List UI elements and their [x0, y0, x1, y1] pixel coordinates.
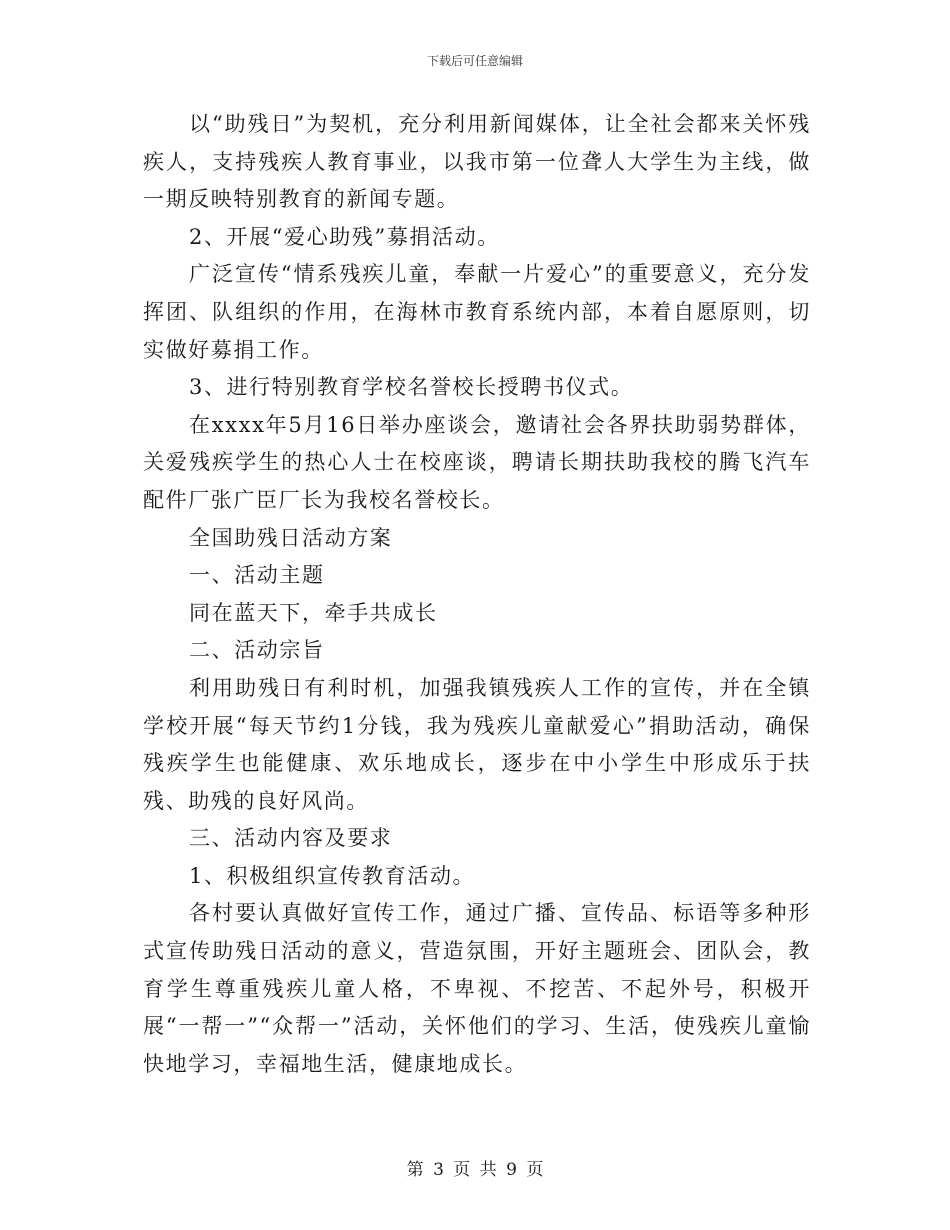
item-heading-1: 1、积极组织宣传教育活动。: [189, 863, 476, 888]
section-heading-purpose: 二、活动宗旨: [189, 638, 325, 663]
plan-title: 全国助残日活动方案: [189, 525, 393, 550]
paragraph-fundraising: 广泛宣传“情系残疾儿童，奉献一片爱心”的重要意义，充分发挥团、队组织的作用，在海林市教育系统内部，本着自愿原则，切实做好募捐工作。: [143, 262, 811, 362]
item-heading-3: 3、进行特别教育学校名誉校长授聘书仪式。: [189, 375, 634, 400]
theme-text: 同在蓝天下，牵手共成长: [189, 600, 438, 625]
document-body: [143, 106, 811, 1083]
paragraph-intro: 以“助残日”为契机，充分利用新闻媒体，让全社会都来关怀残疾人，支持残疾人教育事业，以我市第一位聋人大学生为主线，做一期反映特别教育的新闻专题。: [143, 112, 811, 212]
paragraph-ceremony: 在xxxx年5月16日举办座谈会，邀请社会各界扶助弱势群体，关爱残疾学生的热心人士在校座谈，聘请长期扶助我校的腾飞汽车配件厂张广臣厂长为我校名誉校长。: [143, 412, 811, 512]
paragraph-purpose: 利用助残日有利时机，加强我镇残疾人工作的宣传，并在全镇学校开展“每天节约1分钱，我为残疾儿童献爱心”捐助活动，确保残疾学生也能健康、欢乐地成长，逐步在中小学生中形成乐于扶残、助残的良好风尚。: [143, 675, 811, 813]
page-header: 下载后可任意编辑: [426, 54, 523, 68]
section-heading-content: 三、活动内容及要求: [189, 826, 393, 851]
page-number: 第 3 页 共 9 页: [406, 1160, 544, 1180]
item-heading-2: 2、开展“爱心助残”募捐活动。: [189, 224, 500, 249]
paragraph-publicity: 各村要认真做好宣传工作，通过广播、宣传品、标语等多种形式宣传助残日活动的意义，营造氛围，开好主题班会、团队会，教育学生尊重残疾儿童人格，不卑视、不挖苦、不起外号，积极开展“一帮一”“众帮一”活动，关怀他们的学习、生活，使残疾儿童愉快地学习，幸福地生活，健康地成长。: [143, 901, 811, 1076]
section-heading-theme: 一、活动主题: [189, 563, 325, 588]
